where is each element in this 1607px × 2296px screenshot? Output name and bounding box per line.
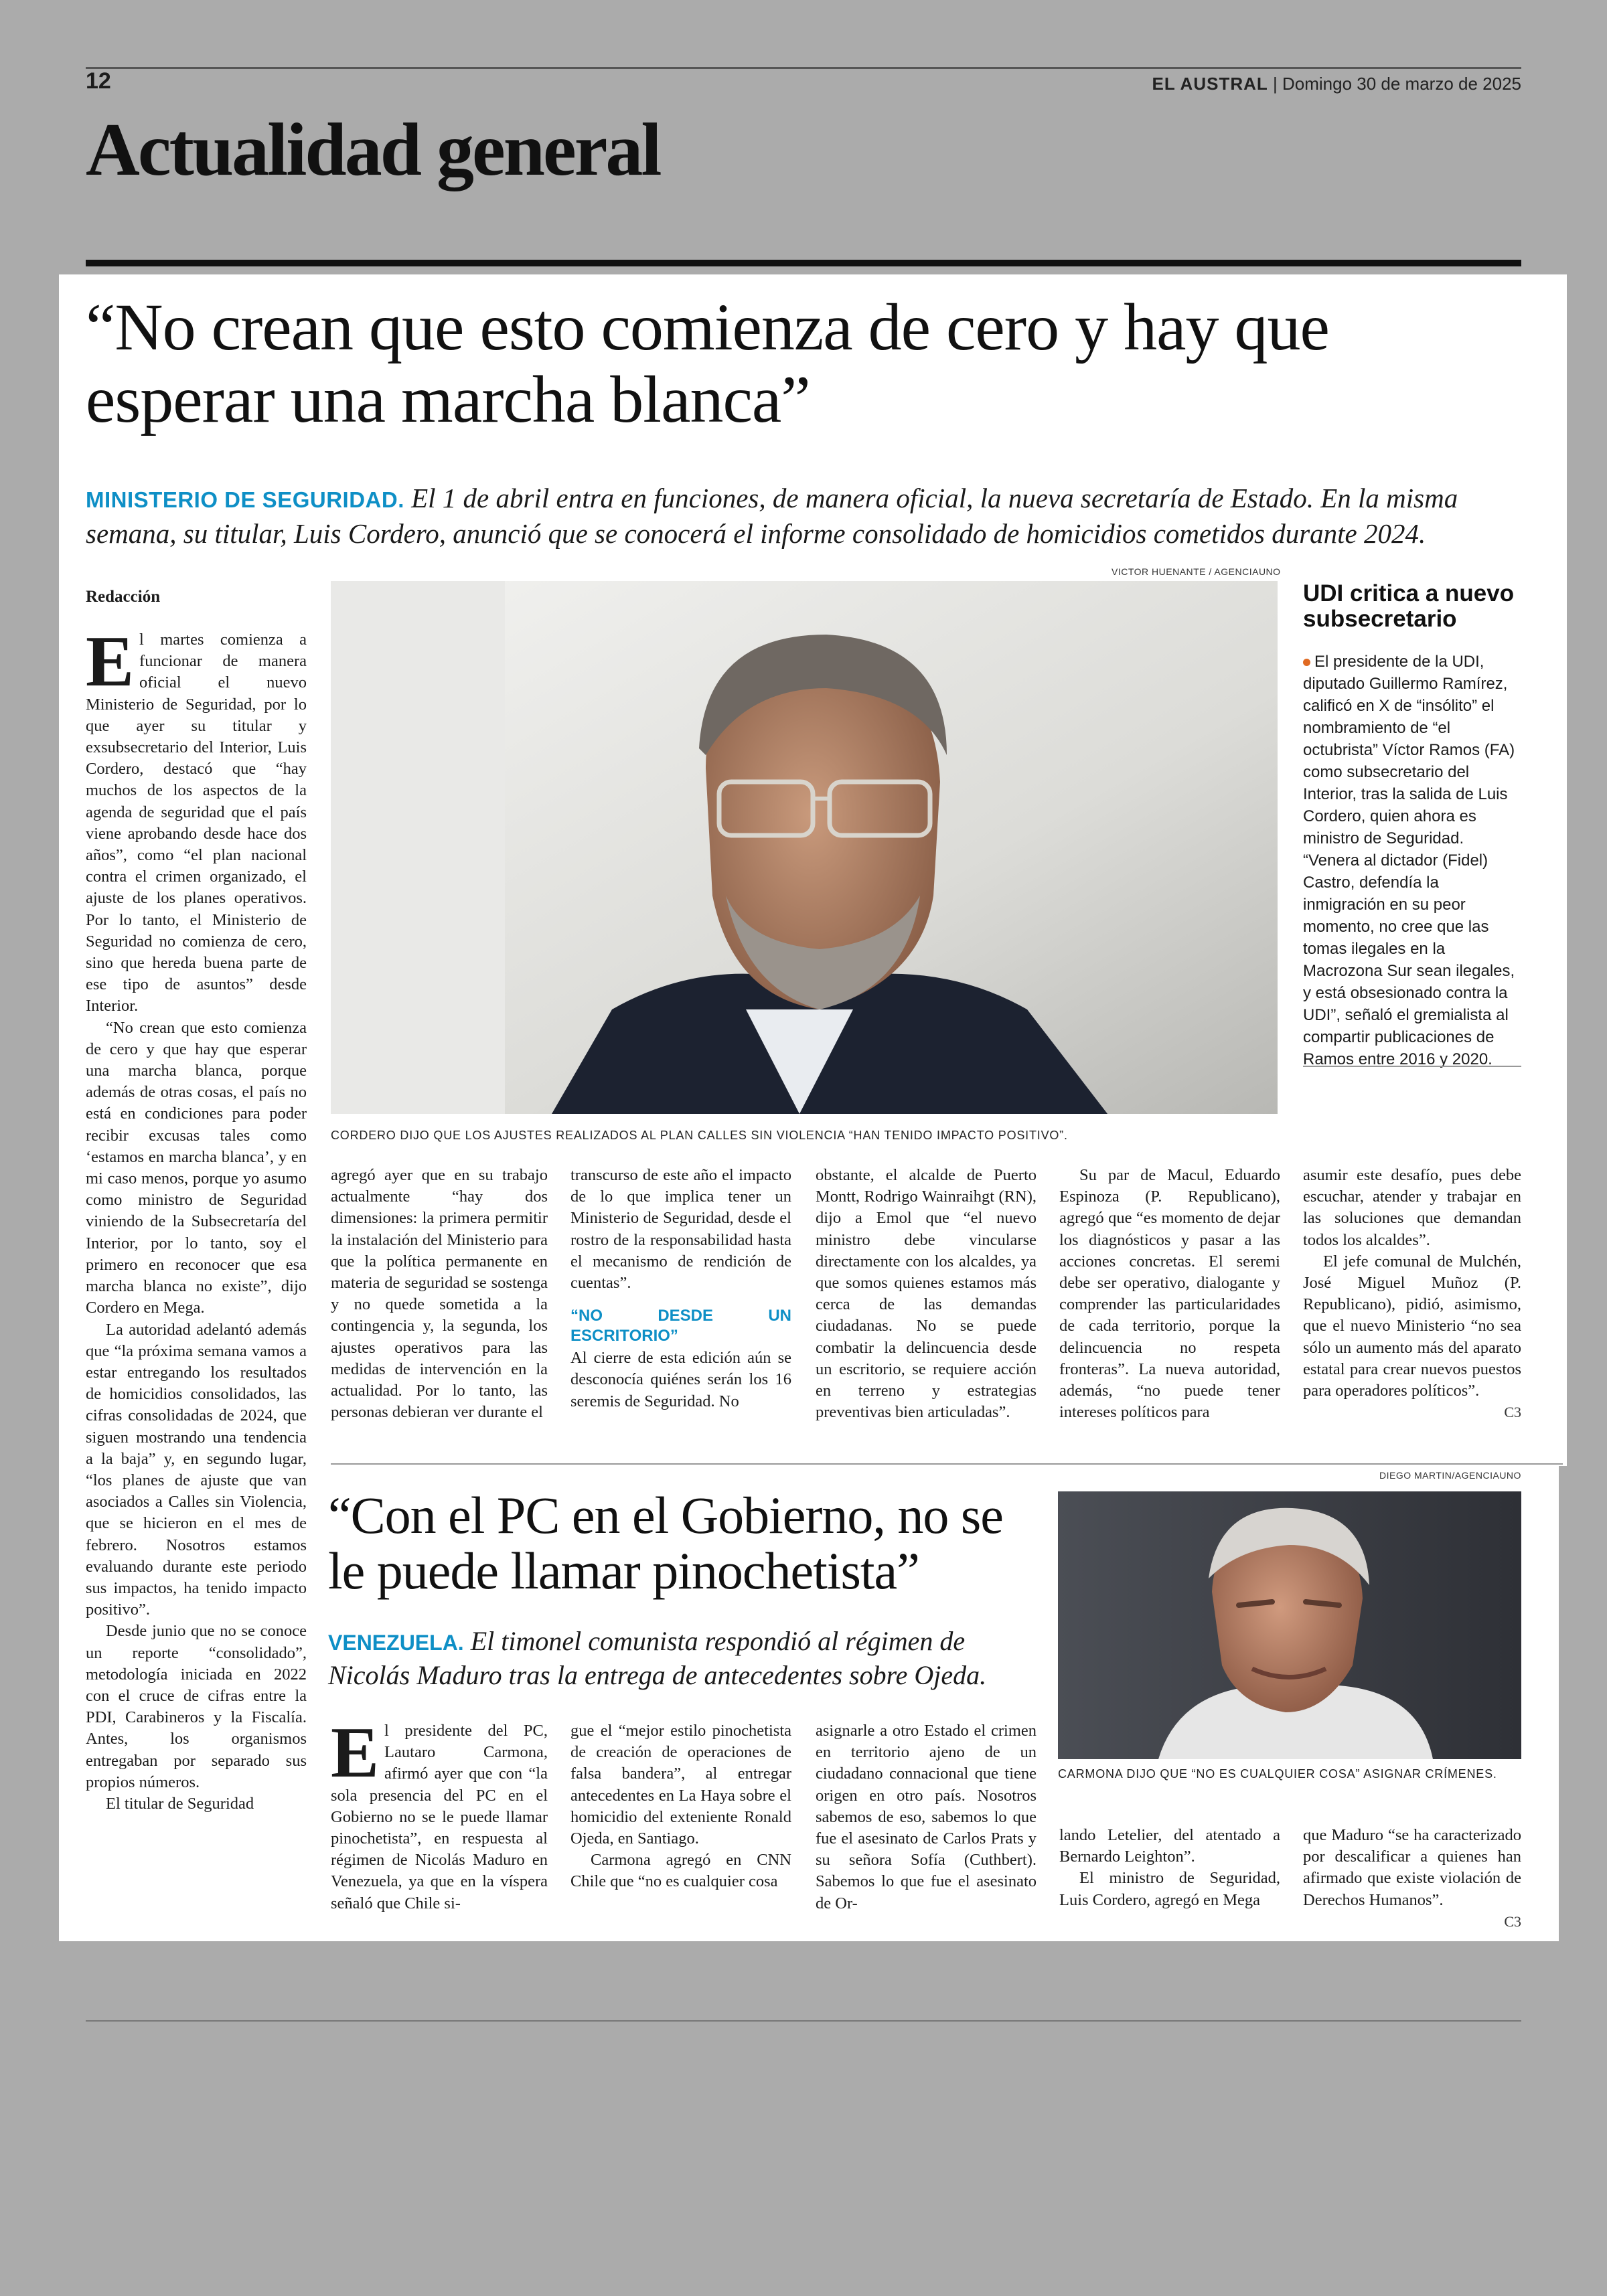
paragraph: Desde junio que no se conoce un reporte “consolidado”, metodología iniciada en 2022 con el cruce de cifras entre la PDI, Carabineros y la Fiscalía. Antes, los organismos entregaban por separado sus propios números. <box>86 1622 307 1791</box>
article2-column-3 <box>816 1720 1037 1914</box>
paragraph: agregó ayer que en su trabajo actualmente “hay dos dimensiones: la primera permitir la instalación del Ministerio para que la política permanente en materia de seguridad se sostenga y no quede sometida a la contingencia y, la segunda, los ajustes operativos para las medidas de intervención en la actualidad. Por lo tanto, las personas debieran ver durante el <box>331 1166 548 1422</box>
photo-credit: VICTOR HUENANTE / AGENCIAUNO <box>1112 566 1281 577</box>
paragraph: Su par de Macul, Eduardo Espinoza (P. Republicano), agregó que “es momento de dejar los diagnósticos y pasar a las acciones concretas. El seremi debe ser operativo, dialogante y comprender las particularidades de cada territorio, porque la delincuencia no respeta fronteras”. La nueva autoridad, además, “no puede tener intereses políticos para <box>1059 1166 1280 1422</box>
subhead: “NO DESDE UN ESCRITORIO” <box>570 1307 791 1345</box>
article2-column-5 <box>1303 1825 1521 1933</box>
section-rule <box>86 260 1521 266</box>
article2-column-2 <box>570 1720 791 1893</box>
article2-column-4 <box>1059 1825 1280 1911</box>
column-1 <box>86 622 307 1815</box>
article2-headline: “Con el PC en el Gobierno, no se le puede llamar pinochetista” <box>328 1486 1003 1601</box>
end-mark-text: C3 <box>1504 1912 1521 1930</box>
paragraph <box>86 622 307 1017</box>
paragraph: asumir este desafío, pues debe escuchar, atender y trabajar en las soluciones que demandan todos los alcaldes”. <box>1303 1166 1521 1249</box>
paragraph: El ministro de Seguridad, Luis Cordero, agregó en Mega <box>1059 1869 1280 1909</box>
paragraph: lando Letelier, del atentado a Bernardo Leighton”. <box>1059 1826 1280 1866</box>
paragraph: Al cierre de esta edición aún se desconocía quiénes serán los 16 seremis de Seguridad. No <box>570 1349 791 1410</box>
article-separator <box>331 1463 1563 1465</box>
lede2-kicker: VENEZUELA. <box>328 1631 464 1655</box>
paragraph: asignarle a otro Estado el crimen en territorio ajeno de un ciudadano connacional que tiene origen en otro país. Nosotros sabemos de eso, sabemos lo que fue el asesinato de Carlos Prats y su señora Sofía (Cuthbert). Sabemos lo que fue el asesinato de Or- <box>816 1722 1037 1912</box>
publication-name: EL AUSTRAL <box>1152 74 1268 94</box>
top-rule <box>86 67 1521 69</box>
paragraph: gue el “mejor estilo pinochetista de creación de operaciones de falsa bandera”, al entregar antecedentes en La Haya sobre el homicidio del exteniente Ronald Ojeda, en Santiago. <box>570 1722 791 1848</box>
column-6 <box>1303 1165 1521 1423</box>
issue-date: Domingo 30 de marzo de 2025 <box>1282 74 1521 94</box>
paragraph <box>331 1713 548 1914</box>
paragraph: que Maduro “se ha caracterizado por descalificar a quienes han afirmado que existe violación de Derechos Humanos”. <box>1303 1826 1521 1909</box>
photo2-caption: CARMONA DIJO QUE “NO ES CUALQUIER COSA” ASIGNAR CRÍMENES. <box>1058 1767 1497 1781</box>
paragraph: La autoridad adelantó además que “la próxima semana vamos a estar entregando los resultados de homicidios consolidados, las cifras consolidadas de 2024, que siguen mostrando una tendencia a la baja” y, en segundo lugar, “los planes de ajuste que van asociados a Calles sin Violencia, que se hicieron en el mes de febrero. Nosotros estamos evaluando durante este periodo sus impactos, ha tenido impacto positivo”. <box>86 1320 307 1619</box>
bottom-rule <box>86 2020 1521 2022</box>
page-number: 12 <box>86 68 111 94</box>
lede-kicker: MINISTERIO DE SEGURIDAD. <box>86 487 404 512</box>
byline: Redacción <box>86 588 161 606</box>
paragraph-text: l martes comienza a funcionar de manera oficial el nuevo Ministerio de Seguridad, por lo que ayer su titular y exsubsecretario del Interior, Luis Cordero, destacó que “hay muchos de los aspectos de la agenda de seguridad que el país viene aprobando desde hace dos años”, como “el plan nacional contra el crimen organizado, el ajuste de los planes operativos. Por lo tanto, el Ministerio de Seguridad no comienza de cero, sino que hereda buena parte de ese tipo de asuntos” desde Interior. <box>86 631 307 1015</box>
paragraph: Carmona agregó en CNN Chile que “no es cualquier cosa <box>570 1851 791 1891</box>
end-mark <box>1303 1402 1521 1423</box>
column-5 <box>1059 1165 1280 1423</box>
lede-text: El 1 de abril entra en funciones, de manera oficial, la nueva secretaría de Estado. En la misma semana, su titular, Luis Cordero, anunció que se conocerá el informe consolidado de homicidios cometidos durante 2024. <box>86 483 1458 550</box>
article-lede <box>86 481 1512 552</box>
section-title: Actualidad general <box>86 108 660 191</box>
paragraph: obstante, el alcalde de Puerto Montt, Rodrigo Wainraihgt (RN), dijo a Emol que “el nuevo ministro debe vincularse directamente con los alcaldes, ya que somos quienes estamos más cerca de las demandas ciudadanas. No se puede combatir la delincuencia desde un escritorio, se requiere acción en terreno y estrategias preventivas bien articuladas”. <box>816 1166 1037 1422</box>
sidebar-body <box>1303 651 1521 1070</box>
masthead: EL AUSTRAL | Domingo 30 de marzo de 2025 <box>1152 74 1521 94</box>
end-mark-text: C3 <box>1504 1404 1521 1421</box>
paragraph: El titular de Seguridad <box>106 1794 254 1813</box>
photo-caption: CORDERO DIJO QUE LOS AJUSTES REALIZADOS AL PLAN CALLES SIN VIOLENCIA “HAN TENIDO IMPACTO POSITIVO”. <box>331 1129 1068 1142</box>
paragraph: transcurso de este año el impacto de lo que implica tener un Ministerio de Seguridad, desde el rostro de la responsabilidad hasta el mecanismo de rendición de cuentas”. <box>570 1166 791 1293</box>
paragraph: “No crean que esto comienza de cero y que hay que esperar una marcha blanca, porque además de otras cosas, el país no está en condiciones para poder recibir excusas tales como ‘estamos en marcha blanca’, y en mi caso menos, porque yo asumo como ministro de Seguridad viniendo de la Subsecretaría del Interior, por lo tanto, soy el primero en reconocer que esa marcha blanca no existe”, dijo Cordero en Mega. <box>86 1018 307 1317</box>
secondary-photo <box>1058 1491 1521 1759</box>
column-4 <box>816 1165 1037 1423</box>
sidebar-title: UDI critica a nuevo subsecretario <box>1303 580 1515 632</box>
sidebar-rule <box>1303 1066 1521 1067</box>
sidebar-text: El presidente de la UDI, diputado Guillermo Ramírez, calificó en X de “insólito” el nombramiento de “el octubrista” Víctor Ramos (FA) como subsecretario del Interior, tras la salida de Luis Cordero, quien ahora es ministro de Seguridad. “Venera al dictador (Fidel) Castro, defendía la inmigración en su peor momento, no cree que las tomas ilegales en la Macrozona Sur sean ilegales, y está obsesionado contra la UDI”, señaló el gremialista al compartir publicaciones de Ramos entre 2016 y 2020. <box>1303 653 1515 1068</box>
photo2-credit: DIEGO MARTIN/AGENCIAUNO <box>1379 1470 1521 1481</box>
article2-column-1 <box>331 1713 548 1914</box>
drop-cap: E <box>86 622 135 702</box>
end-mark <box>1303 1911 1521 1933</box>
paragraph: El jefe comunal de Mulchén, José Miguel Muñoz (P. Republicano), pidió, asimismo, que el nuevo Ministerio “no sea sólo un aumento más del aparato estatal para crear nuevos puestos para operadores políticos”. <box>1303 1252 1521 1400</box>
main-photo <box>331 581 1278 1114</box>
drop-cap: E <box>331 1713 380 1793</box>
article-headline: “No crean que esto comienza de cero y hay que esperar una marcha blanca” <box>86 290 1329 436</box>
paragraph-text: l presidente del PC, Lautaro Carmona, afirmó ayer que con “la sola presencia del PC en el Gobierno no se le puede llamar pinochetista”, en respuesta al régimen de Nicolás Maduro en Venezuela, ya que en la víspera señaló que Chile si- <box>331 1722 548 1912</box>
column-3 <box>570 1165 791 1412</box>
bullet-icon <box>1303 659 1310 666</box>
column-2 <box>331 1165 548 1423</box>
lede2-text: El timonel comunista respondió al régimen de Nicolás Maduro tras la entrega de antecedentes sobre Ojeda. <box>328 1626 987 1691</box>
article2-lede <box>328 1624 1051 1692</box>
